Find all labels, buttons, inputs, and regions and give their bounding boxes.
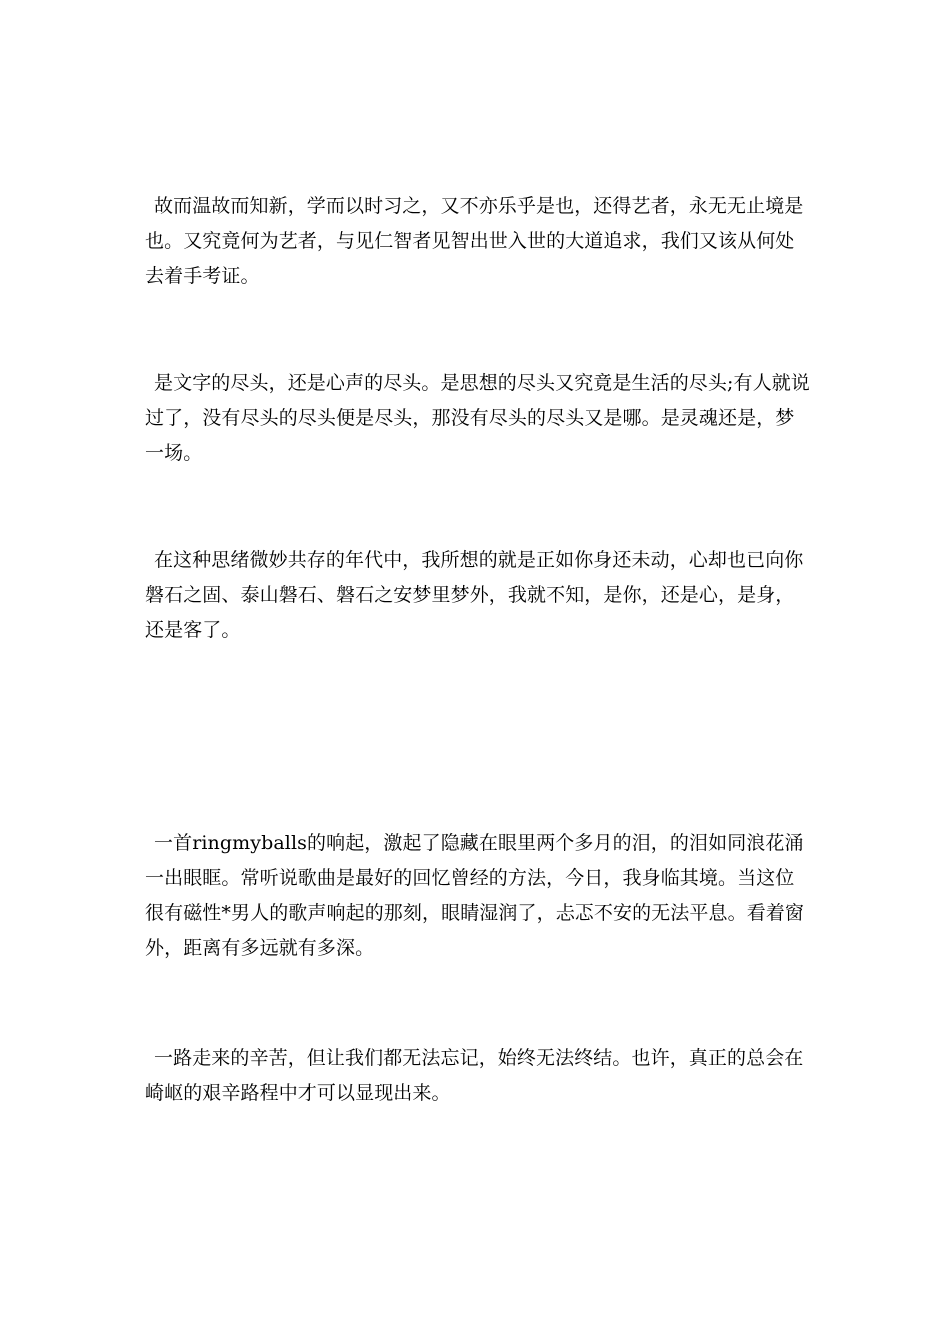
paragraph-4: 一首ringmyballs的响起，激起了隐藏在眼里两个多月的泪，的泪如同浪花涌一出眼眶。常听说歌曲是最好的回忆曾经的方法，今日，我身临其境。当这位很有磁性*男人的歌声响起的那刻，眼睛湿润了，忐忑不安的无法平息。看着窗外，距离有多远就有多深。 [145, 832, 805, 959]
paragraph-1: 故而温故而知新，学而以时习之，又不亦乐乎是也，还得艺者，永无无止境是也。又究竟何为艺者，与见仁智者见智出世入世的大道追求，我们又该从何处去着手考证。 [145, 195, 804, 287]
paragraph-2: 是文字的尽头，还是心声的尽头。是思想的尽头又究竟是生活的尽头;有人就说过了，没有尽头的尽头便是尽头，那没有尽头的尽头又是哪。是灵魂还是，梦一场。 [145, 372, 810, 464]
paragraph-3: 在这种思绪微妙共存的年代中，我所想的就是正如你身还未动，心却也已向你磐石之固、泰山磐石、磐石之安梦里梦外，我就不知，是你，还是心，是身，还是客了。 [145, 549, 804, 641]
paragraph-5: 一路走来的辛苦，但让我们都无法忘记，始终无法终结。也许，真正的总会在崎岖的艰辛路程中才可以显现出来。 [145, 1047, 804, 1104]
